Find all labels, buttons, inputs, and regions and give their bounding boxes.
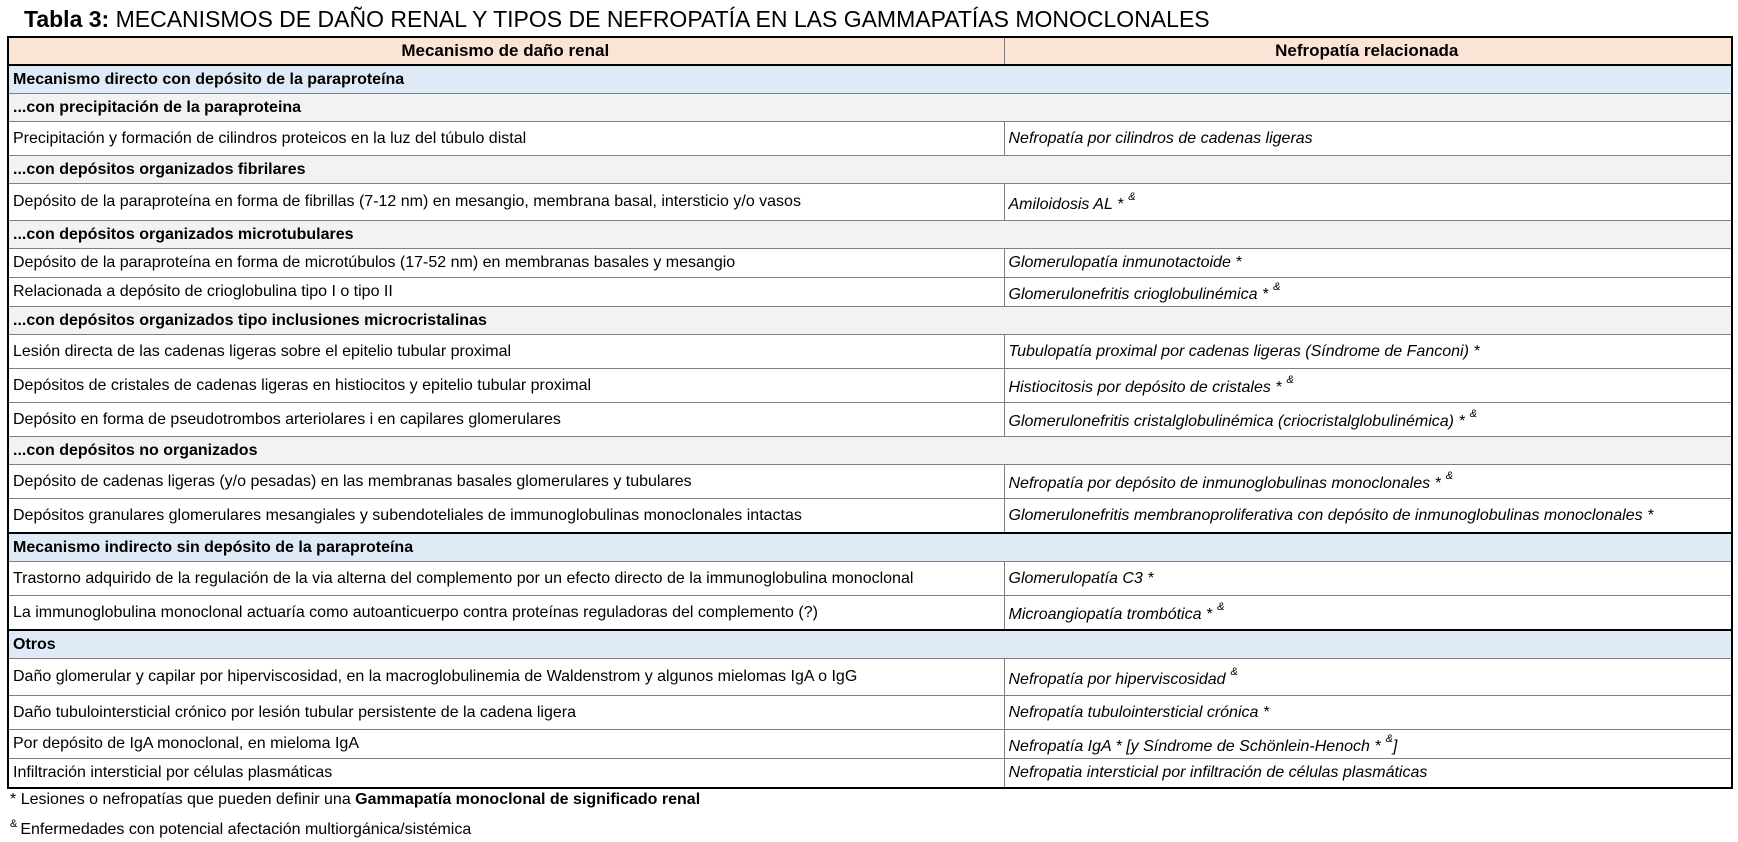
nephropathy-text: Amiloidosis AL * [1008,195,1124,213]
mechanism-cell: Depósito de la paraproteína en forma de microtúbulos (17-52 nm) en membranas basales y mesangio [8,249,1004,278]
nephropathy-text: Glomerulopatía inmunotactoide * [1008,254,1242,271]
mechanism-cell: Relacionada a depósito de crioglobulina tipo I o tipo II [8,278,1004,307]
nephropathy-text: Glomerulonefritis membranoproliferativa con depósito de inmunoglobulinas monoclonales * [1008,506,1654,524]
table-row [8,659,1732,696]
section-title: Mecanismo directo con depósito de la paraproteína [8,65,1732,94]
systemic-marker: & [1230,665,1238,678]
systemic-marker: & [1217,601,1225,613]
nephropathy-text: Nefropatía por hiperviscosidad [1008,670,1226,688]
nephropathy-cell [1004,122,1732,156]
mechanism-cell: Daño glomerular y capilar por hiperviscosidad, en la macroglobulinemia de Waldenstrom y algunos mielomas IgA o IgG [8,659,1004,696]
table-row [8,696,1732,730]
nephropathy-cell [1004,659,1732,696]
subsection-title: ...con depósitos organizados microtubulares [8,221,1732,249]
header-row [8,37,1732,65]
mechanism-cell: Lesión directa de las cadenas ligeras sobre el epitelio tubular proximal [8,335,1004,369]
table-row [8,122,1732,156]
table-title-text: MECANISMOS DE DAÑO RENAL Y TIPOS DE NEFROPATÍA EN LAS GAMMAPATÍAS MONOCLONALES [115,6,1210,32]
footnote-asterisk-symbol: * [10,791,17,808]
table-row [8,369,1732,403]
footnote-asterisk-text: Lesiones o nefropatías que pueden definir una [20,791,351,808]
table-row [8,335,1732,369]
nephropathy-text: Glomerulonefritis crioglobulinémica * [1008,285,1269,303]
footnote-gmsr [10,791,700,809]
mechanism-cell: Daño tubulointersticial crónico por lesión tubular persistente de la cadena ligera [8,696,1004,730]
subsection-header-row [8,437,1732,465]
table-row [8,730,1732,759]
section-title: Mecanismo indirecto sin depósito de la paraproteína [8,533,1732,562]
table-title [24,2,1210,36]
mechanism-cell: Precipitación y formación de cilindros proteicos en la luz del túbulo distal [8,122,1004,156]
footnote-ampersand-text: Enfermedades con potencial afectación multiorgánica/sistémica [20,821,472,838]
nephropathy-cell [1004,499,1732,534]
nephropathy-cell [1004,562,1732,596]
systemic-marker: & [1286,374,1294,386]
subsection-title: ...con precipitación de la paraproteina [8,94,1732,122]
subsection-title: ...con depósitos no organizados [8,437,1732,465]
table-row [8,403,1732,437]
header-nephropathy: Nefropatía relacionada [1004,37,1732,65]
nephropathy-text: Histiocitosis por depósito de cristales * [1008,379,1282,396]
section-title: Otros [8,630,1732,659]
table-row [8,562,1732,596]
nephropathy-text: Glomerulopatía C3 * [1008,569,1154,587]
section-header-row [8,533,1732,562]
table-row [8,184,1732,221]
systemic-marker: & [1273,280,1281,293]
mechanism-cell: Trastorno adquirido de la regulación de la via alterna del complemento por un efecto directo de la immunoglobulina monoclonal [8,562,1004,596]
mechanism-cell: Depósito de cadenas ligeras (y/o pesadas) en las membranas basales glomerulares y tubulares [8,465,1004,499]
nephropathy-text: Nefropatía IgA * [y Síndrome de Schönlein-Henoch * [1008,737,1381,755]
nephropathy-text: Tubulopatía proximal por cadenas ligeras (Síndrome de Fanconi) * [1008,342,1480,360]
mechanism-cell: Depósito en forma de pseudotrombos arteriolares i en capilares glomerulares [8,403,1004,437]
table-row [8,499,1732,534]
nephropathy-table [7,36,1733,789]
table-row [8,465,1732,499]
nephropathy-text: Microangiopatía trombótica * [1008,606,1213,623]
footnote-ampersand-symbol: & [10,818,18,830]
nephropathy-text: Nefropatía tubulointersticial crónica * [1008,703,1270,721]
systemic-marker: & [1445,470,1454,482]
nephropathy-text: Nefropatía por cilindros de cadenas ligeras [1008,129,1313,147]
mechanism-cell: La immunoglobulina monoclonal actuaría como autoanticuerpo contra proteínas reguladoras del complemento (?) [8,596,1004,631]
footnote-systemic [10,818,471,839]
table-row [8,249,1732,278]
header-mechanism: Mecanismo de daño renal [8,37,1004,65]
table-row [8,759,1732,789]
footnote-asterisk-bold: Gammapatía monoclonal de significado renal [355,791,701,808]
nephropathy-cell [1004,696,1732,730]
subsection-title: ...con depósitos organizados fibrilares [8,156,1732,184]
nephropathy-cell [1004,278,1732,307]
mechanism-cell: Depósitos de cristales de cadenas ligeras en histiocitos y epitelio tubular proximal [8,369,1004,403]
nephropathy-cell [1004,335,1732,369]
nephropathy-text: Glomerulonefritis cristalglobulinémica (criocristalglobulinémica) * [1008,413,1465,430]
mechanism-cell: Depósitos granulares glomerulares mesangiales y subendoteliales de immunoglobulinas monoclonales intactas [8,499,1004,534]
mechanism-cell: Por depósito de IgA monoclonal, en mieloma IgA [8,730,1004,759]
nephropathy-cell [1004,369,1732,403]
table-row [8,596,1732,631]
nephropathy-cell [1004,403,1732,437]
section-header-row [8,65,1732,94]
table-body [8,65,1732,788]
systemic-marker: & [1128,190,1136,203]
subsection-header-row [8,221,1732,249]
nephropathy-cell [1004,249,1732,278]
systemic-marker: & [1469,408,1478,420]
nephropathy-cell [1004,184,1732,221]
subsection-title: ...con depósitos organizados tipo inclusiones microcristalinas [8,307,1732,335]
nephropathy-cell [1004,730,1732,759]
section-header-row [8,630,1732,659]
subsection-header-row [8,156,1732,184]
nephropathy-text: Nefropatia intersticial por infiltración de células plasmáticas [1008,764,1428,781]
subsection-header-row [8,94,1732,122]
nephropathy-text: Nefropatía por depósito de inmunoglobulinas monoclonales * [1008,475,1441,492]
table-row [8,278,1732,307]
table-number: Tabla 3: [24,6,110,32]
subsection-header-row [8,307,1732,335]
closing-bracket: ] [1392,737,1398,755]
nephropathy-cell [1004,759,1732,789]
nephropathy-cell [1004,465,1732,499]
nephropathy-cell [1004,596,1732,631]
systemic-marker: & [1385,732,1393,745]
mechanism-cell: Depósito de la paraproteína en forma de fibrillas (7-12 nm) en mesangio, membrana basal, intersticio y/o vasos [8,184,1004,221]
mechanism-cell: Infiltración intersticial por células plasmáticas [8,759,1004,789]
